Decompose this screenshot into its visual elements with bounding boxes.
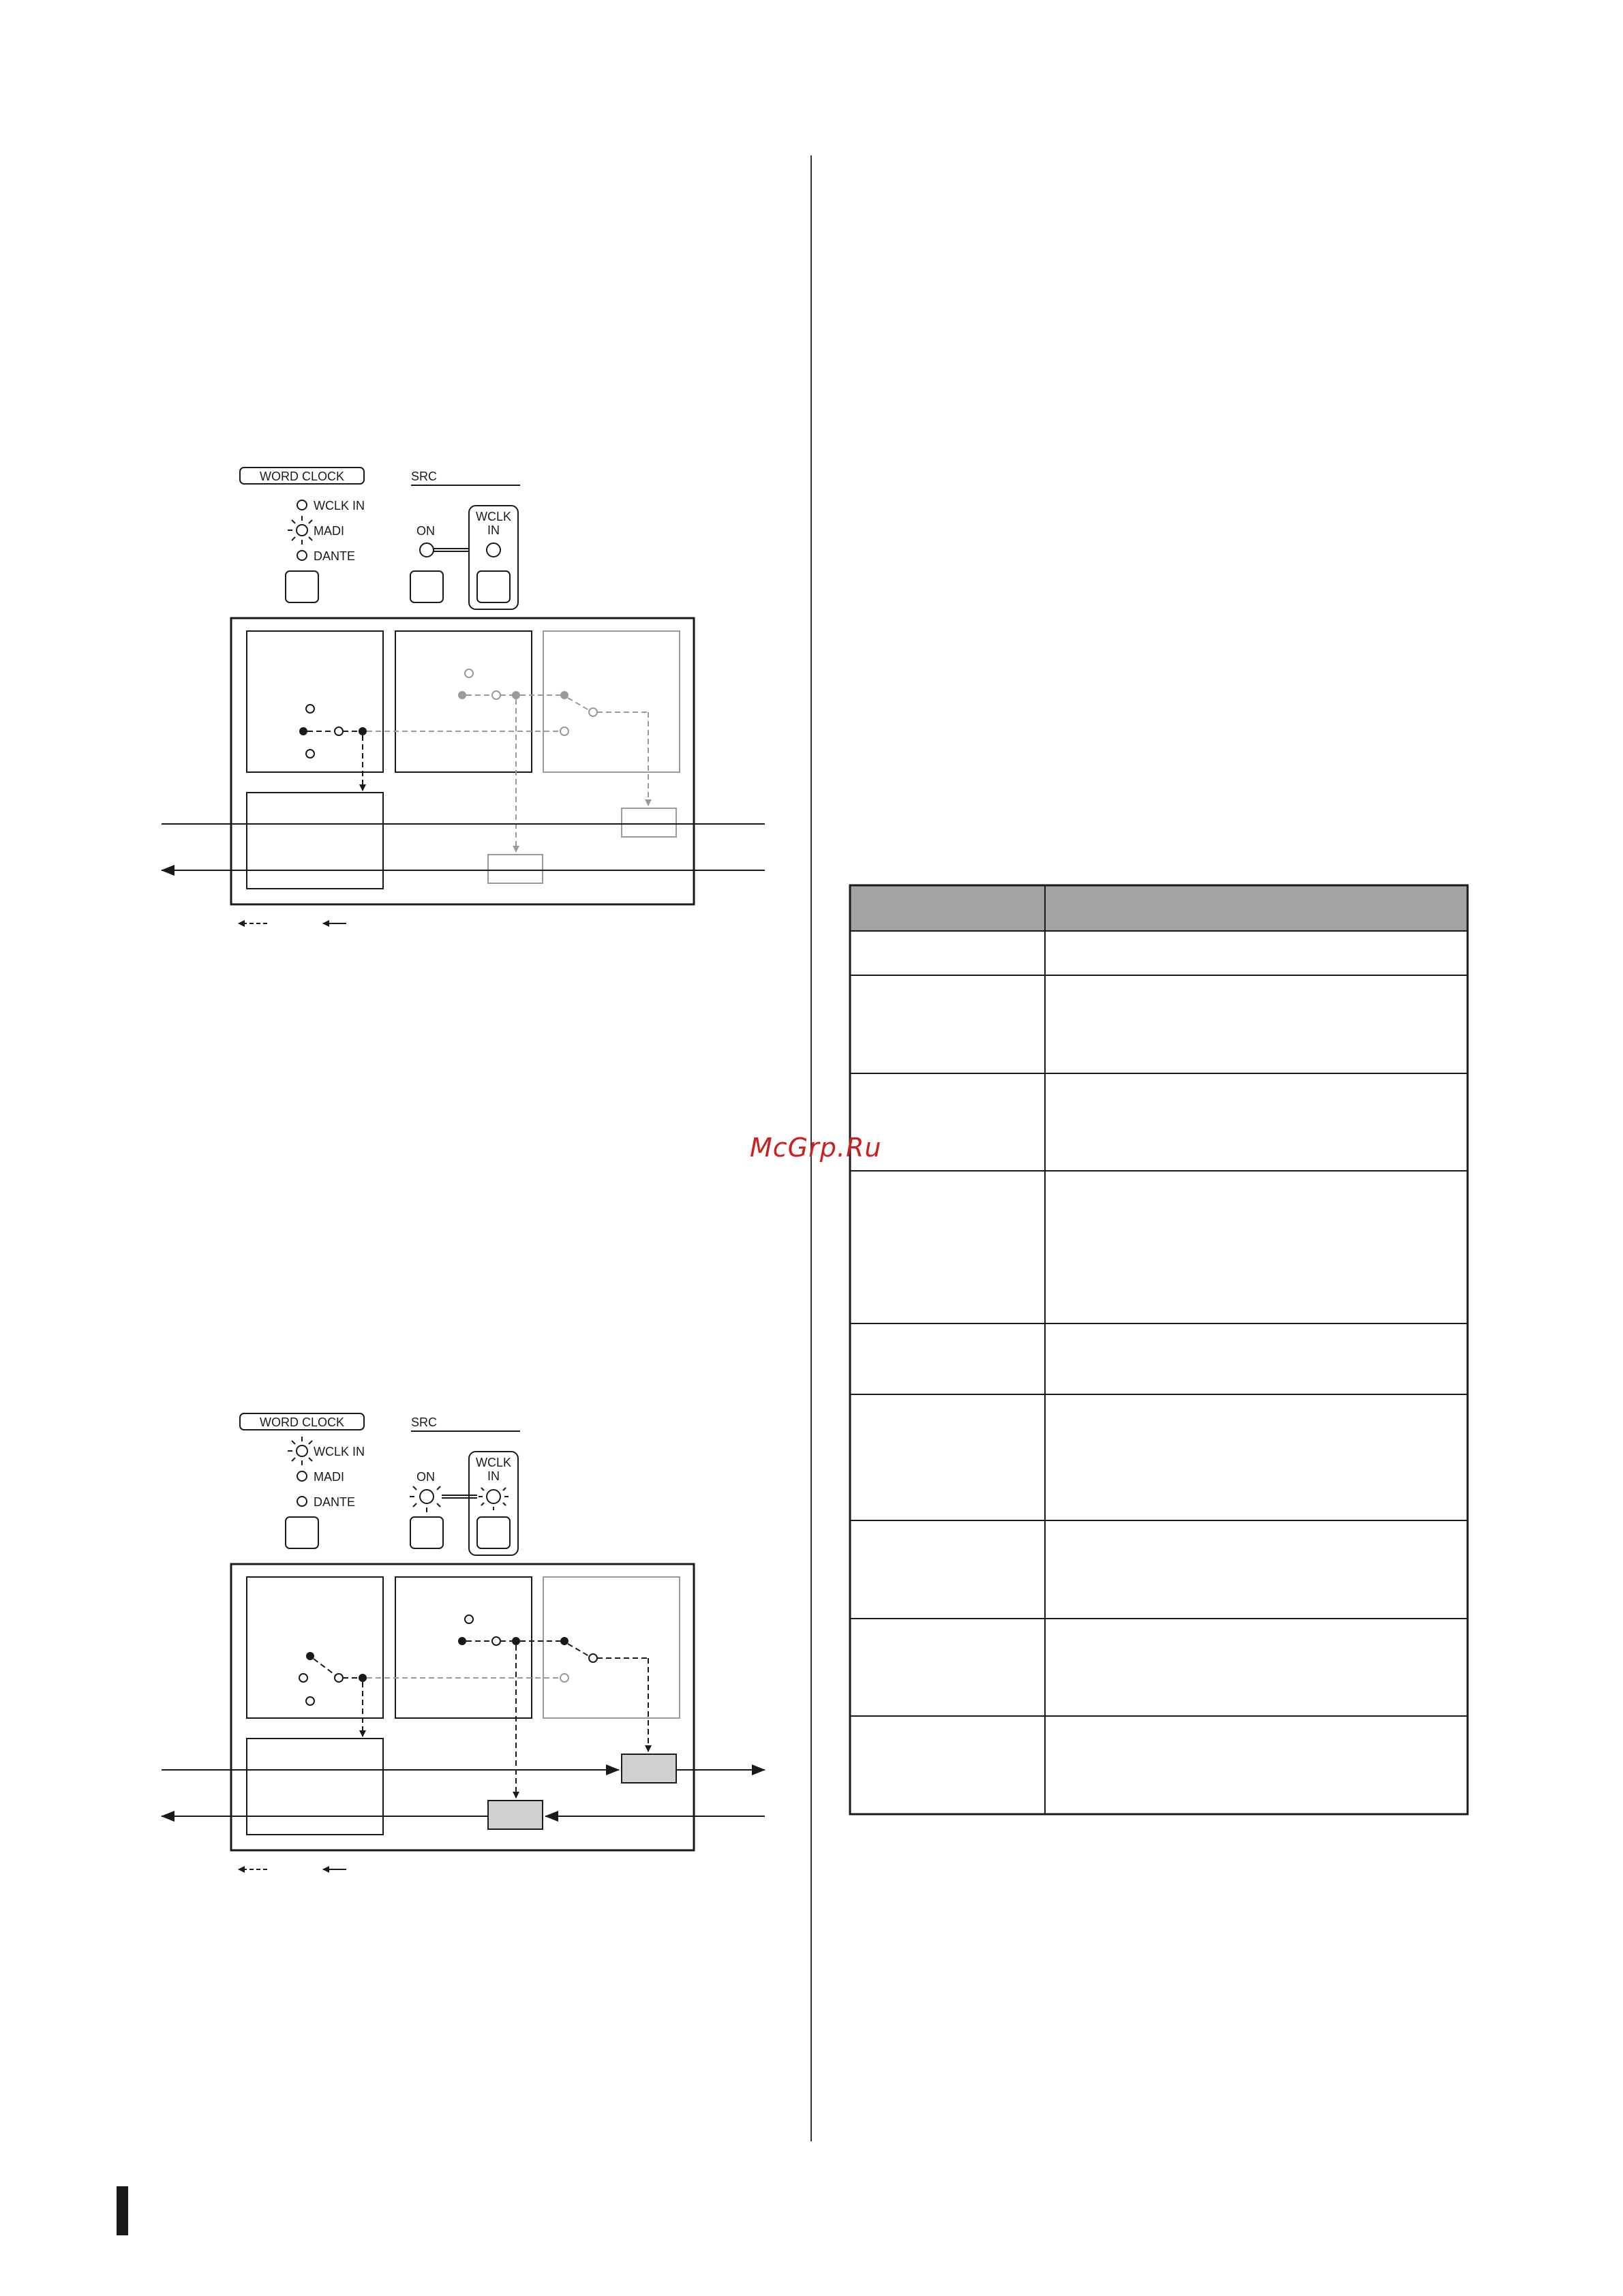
src-on-button[interactable] (410, 1517, 443, 1548)
wclk-in-label-line2: IN (487, 523, 500, 537)
block-diagram-frame (231, 1564, 694, 1850)
src-on-label: ON (416, 1470, 435, 1484)
block-diagram-frame (231, 618, 694, 904)
madi-led (297, 1471, 307, 1481)
src-wclk-in-button[interactable] (477, 571, 510, 602)
src-on-label: ON (416, 524, 435, 538)
src-on-led (420, 543, 434, 557)
src-on-button[interactable] (410, 571, 443, 602)
src-output-converter (622, 1754, 676, 1783)
src-input-converter (488, 1801, 543, 1829)
dante-led (297, 1497, 307, 1506)
wclk-in-led (297, 500, 307, 510)
table-frame (850, 885, 1468, 1814)
wclk-in-led-lit (297, 1445, 307, 1456)
wclk-in-label-line1: WCLK (475, 1456, 512, 1469)
table-row-dividers (850, 931, 1468, 1716)
word-clock-label: WORD CLOCK (259, 1415, 345, 1429)
src-wclk-in-button[interactable] (477, 1517, 510, 1548)
wclk-in-label-line1: WCLK (475, 510, 512, 523)
clock-option-dante: DANTE (314, 1495, 356, 1509)
clock-option-madi: MADI (314, 524, 344, 538)
src-on-led-lit (420, 1490, 434, 1503)
madi-led-lit (297, 525, 307, 536)
dante-led (297, 551, 307, 560)
src-wclk-in-led (487, 543, 500, 557)
diagram-madi-clock (162, 468, 765, 923)
word-clock-select-button[interactable] (286, 571, 318, 602)
settings-table (850, 885, 1468, 1814)
word-clock-label: WORD CLOCK (259, 470, 345, 483)
table-header (850, 885, 1468, 931)
wclk-in-label-line2: IN (487, 1469, 500, 1483)
src-output-converter (622, 808, 676, 837)
clock-option-madi: MADI (314, 1470, 344, 1484)
clock-option-wclk-in: WCLK IN (314, 499, 365, 512)
word-clock-select-button[interactable] (286, 1517, 318, 1548)
diagram-wclk-in-src (162, 1413, 765, 1869)
src-label: SRC (411, 470, 438, 483)
page-tab-mark (117, 2186, 128, 2235)
src-input-converter (488, 855, 543, 883)
clock-option-dante: DANTE (314, 549, 356, 563)
src-wclk-in-led-lit (487, 1490, 500, 1503)
watermark: McGrp.Ru (750, 1133, 882, 1163)
src-label: SRC (411, 1415, 438, 1429)
clock-option-wclk-in: WCLK IN (314, 1445, 365, 1458)
